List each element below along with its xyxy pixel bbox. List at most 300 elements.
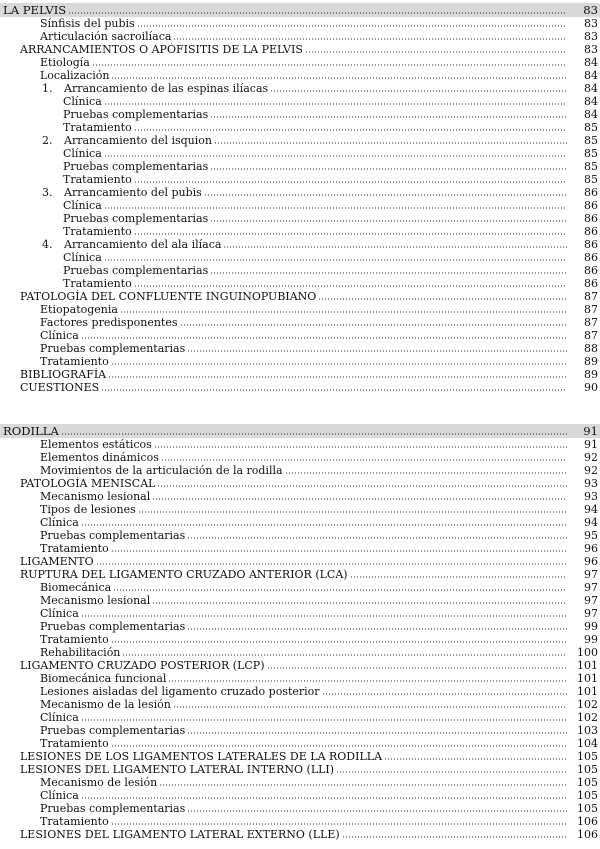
toc-page-number: 87 [584,329,598,342]
toc-page-number: 100 [577,646,598,659]
toc-entry-title-wrap [40,698,569,711]
toc-entry-title-wrap [40,56,569,69]
toc-entry [0,121,600,134]
dot-leader [81,337,567,339]
dot-leader [318,298,567,300]
toc-entry [0,381,600,394]
toc-entry [0,342,600,355]
dot-leader [108,376,567,378]
toc-entry [0,316,600,329]
dot-leader [101,389,567,391]
dot-leader [81,719,567,721]
toc-entry-title-wrap [40,529,569,542]
toc-page-number: 97 [584,607,598,620]
dot-leader [104,259,567,261]
dot-leader [187,810,567,812]
toc-entry [0,724,600,737]
toc-entry-title-wrap [40,30,569,43]
dot-leader [81,524,567,526]
toc-entry [0,30,600,43]
toc-entry-title: Mecanismo lesional [40,490,151,503]
toc-entry-title-wrap [40,17,569,30]
dot-leader [111,823,567,825]
toc-page-number: 95 [584,529,598,542]
toc-entry-title-wrap [20,555,569,568]
toc-page-number: 97 [584,581,598,594]
toc-entry [0,329,600,342]
toc-entry-title-wrap [3,424,569,438]
toc-entry-title: Mecanismo lesional [40,594,151,607]
dot-leader [336,771,567,773]
dot-leader [350,576,567,578]
toc-page-number: 89 [584,368,598,381]
toc-entry [0,568,600,581]
toc-page-number: 91 [584,438,598,451]
toc-entry [0,251,600,264]
toc-entry-title-wrap [42,82,569,95]
toc-entry [0,633,600,646]
toc-page-number: 83 [584,17,598,30]
dot-leader [187,628,567,630]
toc-page-number: 86 [584,212,598,225]
dot-leader [342,836,567,838]
toc-entry [0,581,600,594]
toc-page-number: 105 [577,802,598,815]
toc-entry-title: BIBLIOGRAFÍA [20,368,107,381]
toc-page-number: 92 [584,451,598,464]
toc-entry-title-wrap [20,381,569,394]
dot-leader [322,693,567,695]
toc-entry-title-wrap [40,594,569,607]
toc-page-number: 101 [577,685,598,698]
toc-entry-title: Tratamiento [63,225,132,238]
dot-leader [111,745,567,747]
dot-leader [180,324,568,326]
dot-leader [134,181,567,183]
toc-entry [0,277,600,290]
toc-entry-title: Clínica [40,711,79,724]
toc-entry-number: 1. [42,82,53,95]
toc-page-number: 83 [584,30,598,43]
toc-page-number: 93 [584,490,598,503]
toc-entry-title: Tratamiento [63,173,132,186]
dot-leader [384,758,567,760]
toc-entry-title-wrap [40,633,569,646]
toc-entry-title: Arrancamiento del ala ilíaca [64,238,222,251]
toc-entry-title: Mecanismo de lesión [40,776,158,789]
toc-entry [0,490,600,503]
toc-entry-title-wrap [40,581,569,594]
toc-entry-title: Tratamiento [63,277,132,290]
toc-page-number: 89 [584,355,598,368]
toc-entry-title: Pruebas complementarias [40,529,186,542]
toc-entry [0,303,600,316]
toc-entry [0,698,600,711]
toc-entry-title: Biomecánica funcional [40,672,167,685]
toc-page-number: 94 [584,503,598,516]
toc-page-number: 85 [584,160,598,173]
toc-entry-title-wrap [40,438,569,451]
dot-leader [267,667,568,669]
toc-entry-title: Clínica [63,95,102,108]
dot-leader [154,446,567,448]
toc-entry-title-wrap [63,121,569,134]
toc-entry-title: Rehabilitación [40,646,121,659]
toc-page-number: 90 [584,381,598,394]
toc-entry-title-wrap [20,763,569,776]
toc-page-number: 84 [584,69,598,82]
toc-entry [0,659,600,672]
dot-leader [270,90,567,92]
toc-entry-title: Arrancamiento de las espinas ilíacas [64,82,269,95]
toc-entry-title-wrap [40,724,569,737]
toc-entry-title: LIGAMENTO [20,555,94,568]
toc-entry [0,607,600,620]
toc-entry-title: Etiología [40,56,90,69]
toc-entry [0,776,600,789]
toc-entry-title: LA PELVIS [3,3,67,17]
toc-entry-title-wrap [40,355,569,368]
dot-leader [81,615,567,617]
dot-leader [122,654,567,656]
toc-entry [0,529,600,542]
toc-entry [0,685,600,698]
toc-entry-title: CUESTIONES [20,381,100,394]
toc-page-number: 91 [583,424,598,438]
toc-entry [0,134,600,147]
toc-entry [0,477,600,490]
toc-entry [0,199,600,212]
toc-entry [0,594,600,607]
dot-leader [159,784,567,786]
toc-entry-title-wrap [40,815,569,828]
toc-entry-title: Biomecánica [40,581,112,594]
toc-entry-title: Pruebas complementarias [40,802,186,815]
toc-entry-title-wrap [40,316,569,329]
toc-entry [0,802,600,815]
dot-leader [111,550,567,552]
toc-entry-title-wrap [40,620,569,633]
toc-entry-title-wrap [40,646,569,659]
toc-entry [0,815,600,828]
toc-entry-title: Pruebas complementarias [63,212,209,225]
dot-leader [68,12,567,14]
toc-entry [0,69,600,82]
toc-entry-title: Arrancamiento del isquion [64,134,212,147]
toc-page-number: 85 [584,121,598,134]
toc-entry-number: 4. [42,238,53,251]
toc-entry-title-wrap [42,134,569,147]
toc-entry-title: Arrancamiento del pubis [64,186,202,199]
dot-leader [168,680,567,682]
toc-page-number: 96 [584,555,598,568]
toc-entry [0,464,600,477]
toc-entry [0,368,600,381]
toc-entry-title-wrap [40,303,569,316]
toc-entry-title: LESIONES DEL LIGAMENTO LATERAL INTERNO (LLI) [20,763,335,776]
dot-leader [223,246,567,248]
toc-entry-title-wrap [40,464,569,477]
dot-leader [96,563,567,565]
dot-leader [152,498,567,500]
toc-page-number: 84 [584,82,598,95]
dot-leader [187,350,567,352]
dot-leader [285,472,567,474]
toc-entry-title-wrap [40,672,569,685]
toc-entry-title: Tratamiento [40,633,109,646]
dot-leader [111,77,567,79]
toc-entry-title-wrap [40,342,569,355]
dot-leader [305,51,567,53]
toc-entry [0,438,600,451]
toc-entry-title-wrap [20,477,569,490]
dot-leader [61,433,567,435]
toc-page-number: 87 [584,316,598,329]
toc-entry-title-wrap [40,516,569,529]
toc-entry-title-wrap [63,225,569,238]
toc-entry [0,711,600,724]
toc-entry-title: RODILLA [3,424,59,438]
toc-entry-title: Elementos estáticos [40,438,152,451]
toc-page-number: 103 [577,724,598,737]
toc-entry [0,516,600,529]
toc-entry [0,355,600,368]
toc-page-number: 105 [577,789,598,802]
toc-entry-title: Etiopatogenia [40,303,118,316]
toc-page-number: 84 [584,108,598,121]
toc-entry-title-wrap [20,659,569,672]
toc-entry-title: Pruebas complementarias [40,724,186,737]
toc-entry-title-wrap [63,212,569,225]
toc-entry-title-wrap [40,776,569,789]
toc-entry [0,108,600,121]
toc-page-number: 102 [577,698,598,711]
toc-page-number: 104 [577,737,598,750]
toc-entry-title: Tratamiento [63,121,132,134]
toc-entry [0,620,600,633]
toc-page-number: 86 [584,186,598,199]
toc-entry-title-wrap [63,277,569,290]
toc-entry [0,789,600,802]
dot-leader [187,732,567,734]
toc-entry-title-wrap [20,750,569,763]
dot-leader [111,363,567,365]
toc-entry-title-wrap [63,173,569,186]
toc-entry-title: ARRANCAMIENTOS O APÓFISITIS DE LA PELVIS [20,43,303,56]
dot-leader [187,537,567,539]
toc-page-number: 93 [584,477,598,490]
toc-page-number: 97 [584,568,598,581]
toc-entry-title-wrap [63,251,569,264]
toc-entry [0,17,600,30]
toc-entry [0,672,600,685]
toc-entry-title-wrap [63,199,569,212]
toc-page-number: 86 [584,225,598,238]
toc-entry-title: Tratamiento [40,737,109,750]
toc-entry [0,264,600,277]
toc-entry-title: RUPTURA DEL LIGAMENTO CRUZADO ANTERIOR (LCA) [20,568,348,581]
dot-leader [104,207,567,209]
toc-entry-title: Clínica [63,199,102,212]
toc-entry [0,82,600,95]
toc-entry-title: Mecanismo de la lesión [40,698,171,711]
toc-page-number: 99 [584,633,598,646]
toc-entry-title-wrap [40,685,569,698]
toc-entry-title: Pruebas complementarias [63,160,209,173]
toc-entry-title: PATOLOGÍA MENISCAL [20,477,156,490]
toc-page-number: 88 [584,342,598,355]
dot-leader [137,25,567,27]
toc-page-number: 86 [584,277,598,290]
toc-page-number: 85 [584,134,598,147]
toc-entry-title: Tratamiento [40,542,109,555]
toc-page-number: 85 [584,173,598,186]
toc-entry-title-wrap [20,368,569,381]
dot-leader [134,233,567,235]
toc-page-number: 94 [584,516,598,529]
toc-entry-title: Pruebas complementarias [63,108,209,121]
toc-entry [0,542,600,555]
toc-entry-title: Clínica [40,607,79,620]
toc-entry [0,737,600,750]
toc-page-number: 92 [584,464,598,477]
toc-page-number: 86 [584,264,598,277]
dot-leader [81,797,567,799]
toc-page-number: 105 [577,776,598,789]
toc-page-number: 105 [577,763,598,776]
toc-entry-title: Sínfisis del pubis [40,17,135,30]
toc-entry-title-wrap [20,828,569,841]
toc-entry-title-wrap [40,69,569,82]
toc-entry-title: Lesiones aisladas del ligamento cruzado posterior [40,685,320,698]
toc-page-number: 105 [577,750,598,763]
toc-entry-title-wrap [40,451,569,464]
toc-entry-title-wrap [63,95,569,108]
toc-page-number: 87 [584,290,598,303]
toc-entry [0,290,600,303]
toc-entry-title-wrap [63,160,569,173]
dot-leader [210,168,567,170]
toc-page-number: 86 [584,238,598,251]
toc-entry-title: Clínica [40,329,79,342]
dot-leader [134,129,567,131]
toc-entry-title: Factores predisponentes [40,316,178,329]
toc-entry-title-wrap [40,607,569,620]
dot-leader [92,64,567,66]
toc-entry [0,173,600,186]
toc-entry-title: Elementos dinámicos [40,451,159,464]
toc-entry-number: 3. [42,186,53,199]
toc-entry [0,555,600,568]
toc-entry-title-wrap [40,711,569,724]
toc-page-number: 87 [584,303,598,316]
dot-leader [104,103,567,105]
toc-entry [0,750,600,763]
toc-entry-title: Pruebas complementarias [63,264,209,277]
dot-leader [210,272,567,274]
toc-entry-title: Articulación sacroilíaca [40,30,172,43]
toc-entry-title-wrap [42,186,569,199]
dot-leader [173,706,567,708]
toc-page-number: 97 [584,594,598,607]
dot-leader [111,641,567,643]
toc-entry-title-wrap [40,503,569,516]
toc-entry-title: PATOLOGÍA DEL CONFLUENTE INGUINOPUBIANO [20,290,317,303]
toc-entry [0,238,600,251]
toc-entry [0,828,600,841]
toc-entry [0,147,600,160]
toc-entry-title: Tipos de lesiones [40,503,136,516]
dot-leader [204,194,567,196]
toc-entry [0,95,600,108]
toc-page-number: 101 [577,672,598,685]
toc-entry [0,56,600,69]
toc-section-pelvis [0,3,600,394]
dot-leader [210,116,567,118]
toc-page-number: 86 [584,199,598,212]
toc-page-number: 106 [577,815,598,828]
dot-leader [173,38,567,40]
toc-entry-title-wrap [20,43,569,56]
toc-entry-title: Clínica [63,147,102,160]
toc-entry-title-wrap [20,568,569,581]
toc-section-rodilla [0,424,600,841]
toc-entry [0,212,600,225]
toc-entry-title: Pruebas complementarias [40,620,186,633]
toc-entry-title-wrap [40,802,569,815]
toc-entry-number: 2. [42,134,53,147]
dot-leader [134,285,567,287]
toc-entry [0,186,600,199]
toc-entry-title-wrap [63,108,569,121]
toc-page-number: 106 [577,828,598,841]
toc-entry [0,763,600,776]
dot-leader [152,602,567,604]
toc-chapter-heading [0,3,600,17]
toc-entry [0,160,600,173]
toc-chapter-heading [0,424,600,438]
toc-entry-title: LESIONES DEL LIGAMENTO LATERAL EXTERNO (LLE) [20,828,340,841]
toc-page-number: 84 [584,56,598,69]
toc-entry-title: Localización [40,69,110,82]
toc-page-number: 101 [577,659,598,672]
toc-page-number: 85 [584,147,598,160]
toc-entry-title: Tratamiento [40,815,109,828]
toc-entry-title-wrap [63,264,569,277]
toc-entry-title: LESIONES DE LOS LIGAMENTOS LATERALES DE LA RODILLA [20,750,383,763]
toc-entry-title: Tratamiento [40,355,109,368]
toc-page-number: 96 [584,542,598,555]
toc-entry-title: LIGAMENTO CRUZADO POSTERIOR (LCP) [20,659,265,672]
toc-entry-title: Clínica [63,251,102,264]
toc-page-number: 83 [584,43,598,56]
toc-page-number: 86 [584,251,598,264]
toc-entry-title: Clínica [40,789,79,802]
toc-entry-title-wrap [40,737,569,750]
toc-entry-title-wrap [20,290,569,303]
dot-leader [157,485,567,487]
toc-page-number: 84 [584,95,598,108]
dot-leader [120,311,567,313]
dot-leader [161,459,567,461]
toc-entry [0,225,600,238]
toc-page-number: 83 [583,3,598,17]
dot-leader [113,589,567,591]
toc-entry [0,503,600,516]
dot-leader [214,142,567,144]
toc-entry-title-wrap [63,147,569,160]
toc-entry-title-wrap [40,329,569,342]
